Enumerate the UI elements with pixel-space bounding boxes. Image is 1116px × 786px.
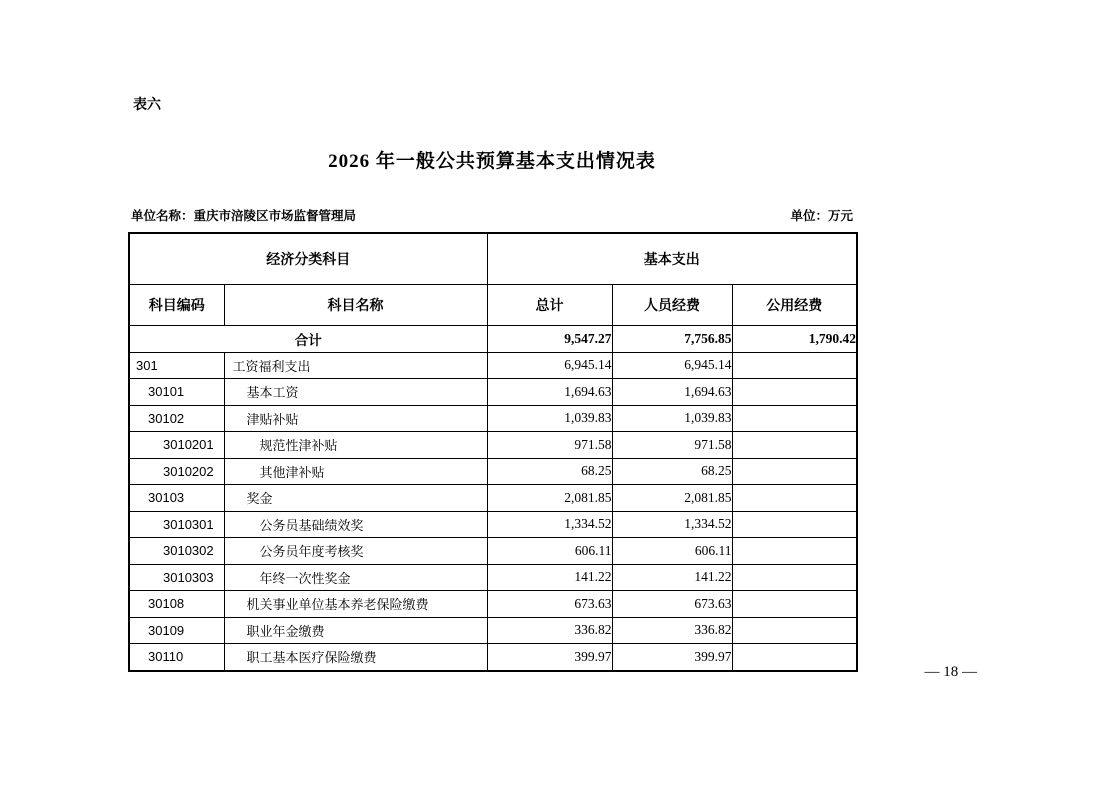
cell-subject-name: 基本工资 (224, 379, 487, 406)
table-row (129, 432, 857, 459)
cell-subject-code: 30102 (129, 405, 224, 432)
table-meta-row (131, 206, 853, 224)
cell-personnel-funds: 971.58 (612, 432, 732, 459)
cell-subject-name: 工资福利支出 (224, 352, 487, 379)
page-title: 2026 年一般公共预算基本支出情况表 (328, 151, 656, 172)
cell-total: 141.22 (487, 564, 612, 591)
cell-public-funds (732, 485, 857, 512)
table-row (129, 644, 857, 671)
table-index-label: 表六 (133, 96, 161, 112)
total-row-label: 合计 (129, 326, 487, 353)
cell-public-funds (732, 405, 857, 432)
cell-subject-name: 年终一次性奖金 (224, 564, 487, 591)
cell-subject-name: 奖金 (224, 485, 487, 512)
header-public-funds: 公用经费 (732, 285, 857, 326)
cell-subject-code: 30101 (129, 379, 224, 406)
cell-total: 673.63 (487, 591, 612, 618)
cell-subject-name: 规范性津补贴 (224, 432, 487, 459)
total-row-personnel: 7,756.85 (612, 326, 732, 353)
cell-subject-name: 公务员年度考核奖 (224, 538, 487, 565)
cell-public-funds (732, 564, 857, 591)
cell-public-funds (732, 538, 857, 565)
cell-total: 68.25 (487, 458, 612, 485)
cell-subject-name: 职工基本医疗保险缴费 (224, 644, 487, 671)
page-number: — 18 — (924, 664, 977, 680)
cell-subject-name: 职业年金缴费 (224, 617, 487, 644)
cell-personnel-funds: 606.11 (612, 538, 732, 565)
budget-table (128, 232, 858, 672)
cell-public-funds (732, 591, 857, 618)
header-subject-code: 科目编码 (129, 285, 224, 326)
table-row (129, 379, 857, 406)
cell-total: 399.97 (487, 644, 612, 671)
header-columns-row (129, 285, 857, 326)
table-row (129, 458, 857, 485)
cell-subject-code: 30109 (129, 617, 224, 644)
cell-total: 1,694.63 (487, 379, 612, 406)
total-row-public: 1,790.42 (732, 326, 857, 353)
cell-total: 6,945.14 (487, 352, 612, 379)
cell-subject-code: 3010201 (129, 432, 224, 459)
cell-total: 606.11 (487, 538, 612, 565)
cell-public-funds (732, 352, 857, 379)
header-subject-name: 科目名称 (224, 285, 487, 326)
cell-personnel-funds: 1,039.83 (612, 405, 732, 432)
cell-public-funds (732, 511, 857, 538)
cell-subject-code: 3010202 (129, 458, 224, 485)
header-economic-classification: 经济分类科目 (129, 233, 487, 285)
cell-public-funds (732, 458, 857, 485)
header-total: 总计 (487, 285, 612, 326)
cell-subject-code: 3010301 (129, 511, 224, 538)
cell-public-funds (732, 644, 857, 671)
cell-personnel-funds: 68.25 (612, 458, 732, 485)
table-row (129, 511, 857, 538)
cell-personnel-funds: 336.82 (612, 617, 732, 644)
cell-personnel-funds: 2,081.85 (612, 485, 732, 512)
cell-public-funds (732, 379, 857, 406)
table-row (129, 617, 857, 644)
cell-total: 971.58 (487, 432, 612, 459)
cell-subject-code: 3010302 (129, 538, 224, 565)
cell-personnel-funds: 399.97 (612, 644, 732, 671)
header-personnel-funds: 人员经费 (612, 285, 732, 326)
table-row (129, 405, 857, 432)
table-row (129, 538, 857, 565)
table-row (129, 591, 857, 618)
unit-of-measure-label: 单位：万元 (790, 209, 853, 223)
cell-total: 1,334.52 (487, 511, 612, 538)
cell-personnel-funds: 6,945.14 (612, 352, 732, 379)
cell-subject-code: 301 (129, 352, 224, 379)
total-row (129, 326, 857, 353)
table-row (129, 485, 857, 512)
cell-subject-code: 30103 (129, 485, 224, 512)
table-row (129, 564, 857, 591)
cell-personnel-funds: 141.22 (612, 564, 732, 591)
table-row (129, 352, 857, 379)
cell-subject-name: 津贴补贴 (224, 405, 487, 432)
cell-personnel-funds: 673.63 (612, 591, 732, 618)
cell-personnel-funds: 1,334.52 (612, 511, 732, 538)
header-group-row (129, 233, 857, 285)
header-basic-expenditure: 基本支出 (487, 233, 857, 285)
cell-personnel-funds: 1,694.63 (612, 379, 732, 406)
total-row-total: 9,547.27 (487, 326, 612, 353)
cell-subject-name: 其他津补贴 (224, 458, 487, 485)
cell-public-funds (732, 432, 857, 459)
cell-public-funds (732, 617, 857, 644)
cell-total: 2,081.85 (487, 485, 612, 512)
cell-subject-name: 机关事业单位基本养老保险缴费 (224, 591, 487, 618)
cell-subject-code: 3010303 (129, 564, 224, 591)
cell-subject-code: 30108 (129, 591, 224, 618)
cell-total: 1,039.83 (487, 405, 612, 432)
cell-subject-code: 30110 (129, 644, 224, 671)
cell-subject-name: 公务员基础绩效奖 (224, 511, 487, 538)
cell-total: 336.82 (487, 617, 612, 644)
unit-name-label: 单位名称：重庆市涪陵区市场监督管理局 (131, 209, 357, 223)
